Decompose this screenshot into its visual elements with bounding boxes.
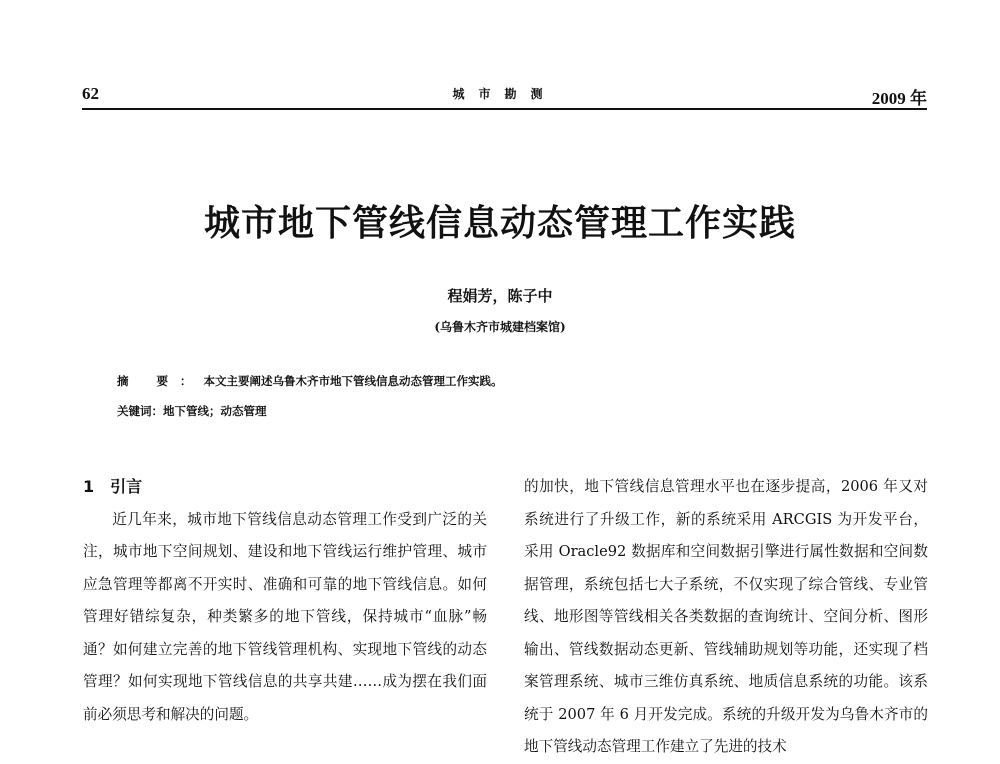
journal-year: 2009 年 — [871, 89, 927, 108]
abstract-text: 本文主要阐述乌鲁木齐市地下管线信息动态管理工作实践。 — [203, 374, 503, 388]
keywords — [117, 403, 267, 419]
running-header — [82, 84, 927, 106]
section-heading — [83, 471, 487, 504]
authors: 程娟芳，陈子中 — [447, 287, 553, 305]
article-title: 城市地下管线信息动态管理工作实践 — [203, 202, 796, 244]
intro-paragraph: 近几年来，城市地下管线信息动态管理工作受到广泛的关注，城市地下空间规划、建设和地下管线运行维护管理、城市应急管理等都离不开实时、准确和可靠的地下管线信息。如何管理好错综复杂，种类繁多的地下管线，保持城市“血脉”畅通？如何建立完善的地下管线管理机构、实现地下管线的动态管理？如何实现地下管线信息的共享共建……成为摆在我们面前必须思考和解决的问题。 — [83, 510, 487, 723]
page-number: 62 — [82, 84, 99, 103]
affiliation: (乌鲁木齐市城建档案馆) — [434, 320, 566, 334]
abstract — [117, 373, 503, 389]
header-rule — [82, 108, 927, 110]
keywords-label: 关键词： — [117, 404, 163, 418]
continued-paragraph: 的加快，地下管线信息管理水平也在逐步提高，2006 年又对系统进行了升级工作，新的系统采用 ARCGIS 为开发平台，采用 Oracle92 数据库和空间数据引擎进行属性数据和空间数据管理，系统包括七大子系统，不仅实现了综合管线、专业管线、地形图等管线相关各类数据的查询统计、空间分析、图形输出、管线数据动态更新、管线辅助规划等功能，还实现了档案管理系统、城市三维仿真系统、地质信息系统的功能。该系统于 2007 年 6 月开发完成。系统的升级开发为乌鲁木齐市的地下管线动态管理工作建立了先进的技术 — [524, 478, 928, 755]
journal-name: 城市勘测 — [452, 87, 557, 101]
abstract-label: 摘 要： — [117, 374, 204, 388]
keywords-text: 地下管线；动态管理 — [163, 404, 267, 418]
right-column — [524, 471, 928, 764]
left-column — [83, 471, 487, 731]
section-title: 引言 — [110, 477, 143, 496]
section-number: 1 — [83, 477, 95, 496]
